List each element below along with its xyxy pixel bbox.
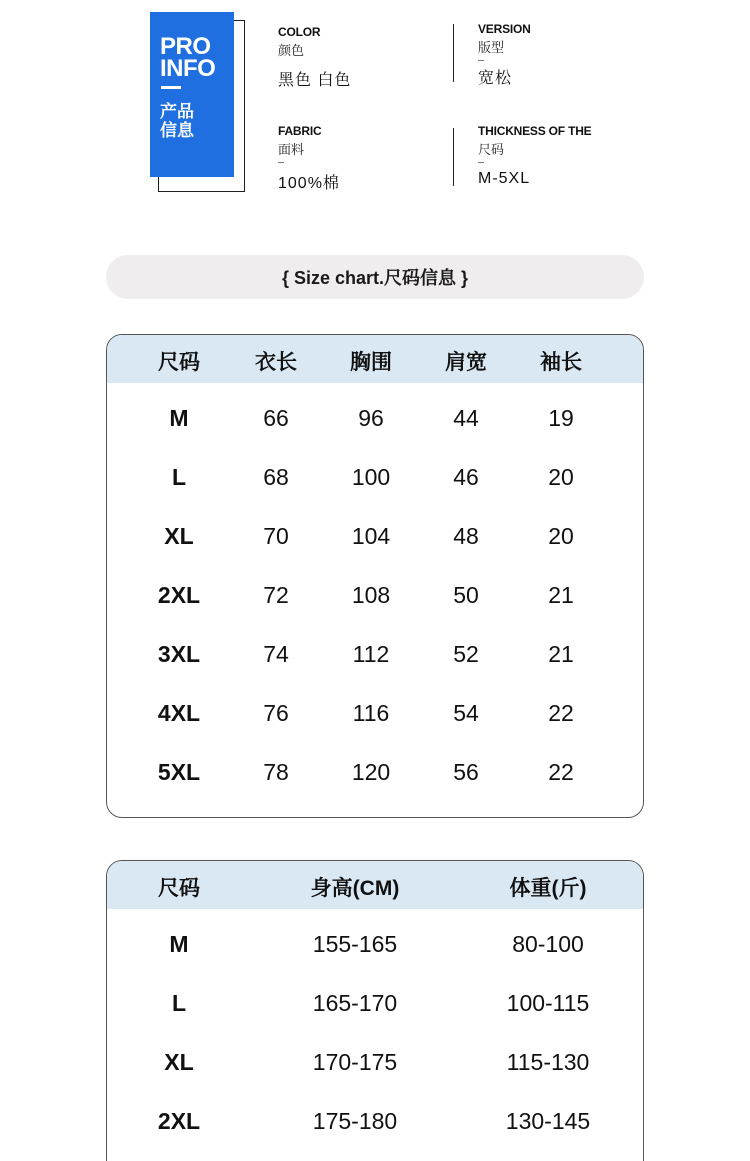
- table-cell-sleeve: 22: [548, 759, 574, 785]
- info-thickness: [478, 124, 591, 188]
- pro-info-badge: [150, 12, 245, 194]
- table-cell-size: M: [169, 405, 189, 431]
- info-fabric: [278, 124, 340, 193]
- header-shoulder: 肩宽: [445, 351, 487, 374]
- info-fabric-value: 100%棉: [278, 175, 340, 192]
- fit-header-size: 尺码: [158, 877, 200, 900]
- info-color-cn: 颜色: [278, 43, 305, 58]
- table-cell-shoulder: 56: [453, 759, 479, 785]
- badge-sub-line1: 产品: [160, 102, 194, 121]
- badge-title-line2: INFO: [160, 55, 216, 82]
- table-cell-length: 72: [263, 582, 289, 608]
- table-cell-chest: 108: [351, 582, 391, 608]
- table-cell-size: 2XL: [157, 1108, 201, 1134]
- info-color: [278, 25, 351, 90]
- info-thickness-dash: [478, 162, 484, 163]
- info-divider-bottom: [453, 128, 454, 186]
- badge-dash: [161, 86, 181, 89]
- info-divider-top: [453, 24, 454, 82]
- info-thickness-value: M-5XL: [478, 170, 531, 187]
- table-cell-weight: 80-100: [512, 931, 584, 957]
- table-cell-shoulder: 48: [453, 523, 479, 549]
- table-cell-height: 165-170: [312, 990, 398, 1016]
- table-cell-length: 78: [263, 759, 289, 785]
- badge-title-line1: PRO: [160, 33, 211, 60]
- info-version-en: VERSION: [478, 22, 531, 36]
- table-cell-sleeve: 21: [548, 641, 574, 667]
- fit-header-height: 身高(CM): [310, 877, 400, 900]
- measurement-table: [106, 334, 644, 818]
- table-cell-chest: 120: [351, 759, 391, 785]
- table-cell-sleeve: 20: [548, 464, 574, 490]
- table-cell-length: 76: [263, 700, 289, 726]
- info-thickness-cn: 尺码: [478, 142, 505, 157]
- table-cell-sleeve: 22: [548, 700, 574, 726]
- info-fabric-cn: 面料: [278, 142, 305, 157]
- info-fabric-en: FABRIC: [278, 124, 322, 138]
- info-version-value: 宽松: [478, 70, 513, 87]
- table-cell-length: 74: [263, 641, 289, 667]
- table-cell-size: L: [171, 464, 187, 490]
- table-cell-weight: 115-130: [506, 1049, 590, 1075]
- header-chest: 胸围: [350, 351, 392, 374]
- table-cell-size: 3XL: [157, 641, 201, 667]
- table-cell-height: 170-175: [312, 1049, 398, 1075]
- table-cell-shoulder: 52: [453, 641, 479, 667]
- header-sleeve: 袖长: [540, 351, 582, 374]
- table-cell-chest: 112: [352, 641, 390, 667]
- table-cell-size: XL: [164, 523, 194, 549]
- header-length: 衣长: [255, 351, 297, 374]
- table-cell-weight: 130-145: [505, 1108, 591, 1134]
- table-cell-shoulder: 46: [453, 464, 479, 490]
- table-cell-size: 2XL: [157, 582, 201, 608]
- table-cell-size: M: [169, 931, 189, 957]
- fit-header-weight: 体重(斤): [509, 877, 587, 900]
- fit-guide-table: [106, 860, 644, 1161]
- table-cell-length: 66: [263, 405, 289, 431]
- info-fabric-dash: [278, 162, 284, 163]
- table-cell-height: 155-165: [312, 931, 398, 957]
- badge-sub-line2: 信息: [160, 121, 194, 140]
- table-cell-chest: 100: [351, 464, 391, 490]
- info-color-value: 黑色 白色: [278, 72, 352, 89]
- info-color-en: COLOR: [278, 25, 321, 39]
- table-cell-shoulder: 44: [453, 405, 479, 431]
- info-version-dash: [478, 60, 484, 61]
- fit-guide-table-header: [107, 861, 643, 909]
- table-cell-size: 4XL: [157, 700, 201, 726]
- table-cell-shoulder: 50: [453, 582, 479, 608]
- info-version: [478, 22, 531, 88]
- table-cell-length: 70: [263, 523, 289, 549]
- table-cell-chest: 104: [351, 523, 391, 549]
- table-cell-shoulder: 54: [453, 700, 479, 726]
- table-cell-chest: 116: [352, 700, 390, 726]
- size-chart-title: { Size chart.尺码信息 }: [106, 255, 644, 299]
- info-version-cn: 版型: [478, 40, 505, 55]
- badge-panel: [150, 12, 234, 177]
- table-cell-sleeve: 19: [548, 405, 574, 431]
- table-cell-size: 5XL: [157, 759, 201, 785]
- table-cell-weight: 100-115: [506, 990, 590, 1016]
- table-cell-size: L: [171, 990, 187, 1016]
- table-cell-length: 68: [263, 464, 289, 490]
- table-cell-sleeve: 20: [548, 523, 574, 549]
- header-size: 尺码: [158, 351, 200, 374]
- table-cell-height: 175-180: [312, 1108, 398, 1134]
- table-cell-size: XL: [164, 1049, 194, 1075]
- info-thickness-en: THICKNESS OF THE: [478, 124, 592, 138]
- measurement-table-header: [107, 335, 643, 383]
- table-cell-chest: 96: [358, 405, 384, 431]
- table-cell-sleeve: 21: [548, 582, 574, 608]
